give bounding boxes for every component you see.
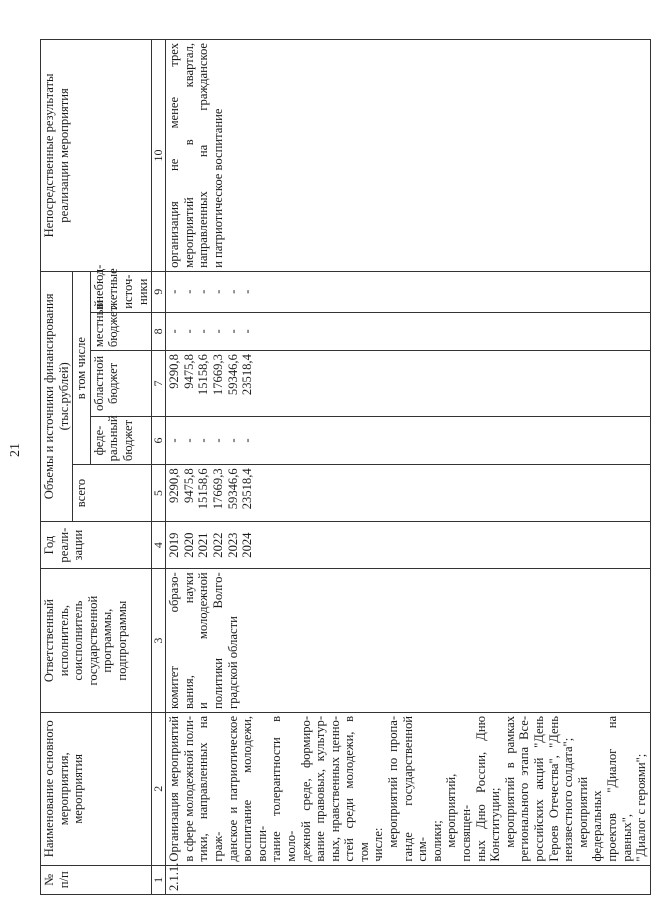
year-value: 2024: [240, 532, 255, 558]
name-line: тики, направленных на граж-: [196, 715, 225, 862]
executor-line: градской области: [225, 616, 240, 709]
name-line: мероприятий по пропа-: [386, 715, 401, 848]
col-number: 2: [152, 712, 166, 865]
result-line: мероприятий в квартал,: [181, 43, 196, 268]
header-executor: Ответственный исполнитель, соисполнитель государственной программы, подпрограммы: [41, 569, 152, 713]
name-line: проектов "Диалог на равных",: [604, 715, 634, 862]
regional-value: 9290,8: [167, 354, 182, 389]
activity-name: [166, 712, 651, 865]
local-value: -: [181, 329, 196, 334]
name-line: данское и патриотическое: [225, 715, 240, 862]
regional-value: 23518,4: [240, 354, 255, 396]
results: [166, 40, 651, 272]
federal-value: -: [225, 438, 240, 443]
executor-line: комитет образо-: [167, 572, 182, 709]
header-results: Непосредственные результаты реализации мероприятия: [41, 40, 152, 272]
total-value: 23518,4: [240, 468, 255, 510]
result-line: организация не менее трех: [167, 43, 182, 268]
col-number: 7: [152, 351, 166, 417]
regional-value: 15158,6: [196, 354, 211, 396]
year-value: 2022: [210, 532, 225, 558]
local-value: -: [225, 329, 240, 334]
extra-value: -: [210, 289, 225, 294]
executor-line: политики Волго-: [210, 572, 225, 709]
extra-value: -: [240, 289, 255, 294]
header-financing: Объемы и источники финансирования (тыс.рублей): [41, 271, 73, 521]
executor-line: и молодежной: [196, 572, 211, 709]
name-line: волики;: [429, 820, 444, 862]
name-line: мероприятий федеральных: [575, 776, 605, 862]
table-row: [166, 40, 651, 895]
total-value: 9290,8: [167, 468, 182, 503]
federal-value: -: [240, 438, 255, 443]
year-value: 2021: [196, 532, 211, 558]
result-line: и патриотическое воспитание: [210, 108, 225, 268]
total-value: 17669,3: [210, 468, 225, 510]
col-number: 10: [152, 40, 166, 272]
name-line: воспитание молодежи, воспи-: [240, 715, 269, 862]
row-number: 2.1.1.: [166, 865, 651, 894]
name-line: "Диалог с героями";: [634, 753, 649, 862]
name-line: ных, нравственных ценно-: [327, 715, 342, 862]
local-value: -: [196, 329, 211, 334]
column-numbers-row: [152, 40, 166, 895]
year-value: 2019: [167, 532, 182, 558]
page-number: 21: [8, 443, 23, 457]
executor-line: вания, науки: [181, 572, 196, 709]
col-number: 3: [152, 569, 166, 713]
program-table: [40, 39, 651, 895]
federal-value: -: [181, 438, 196, 443]
result-line: направленных на гражданское: [196, 43, 211, 268]
name-line: в сфере молодежной поли-: [181, 715, 196, 862]
col-number: 4: [152, 521, 166, 568]
name-line: Конституции;: [488, 787, 503, 862]
extra-value: -: [196, 289, 211, 294]
regional-value: 17669,3: [210, 354, 225, 396]
header-row-1: [41, 40, 73, 895]
name-line: числе:: [371, 827, 386, 862]
name-line: мероприятий в рамках: [502, 715, 517, 848]
extra-value: -: [181, 289, 196, 294]
header-total: всего: [73, 465, 152, 522]
executor: [166, 569, 651, 713]
name-line: ганде государственной сим-: [400, 715, 430, 862]
regional-value: 9475,8: [181, 354, 196, 389]
federal-value: -: [196, 438, 211, 443]
local-value: -: [210, 329, 225, 334]
header-year: Год реали-зации: [41, 521, 152, 568]
total-value: 9475,8: [181, 468, 196, 503]
name-line: Организация мероприятий: [167, 715, 182, 862]
local-value: -: [240, 329, 255, 334]
header-name: Наименование основного мероприятия, мероприятия: [41, 712, 152, 865]
regional-amounts: [166, 351, 651, 417]
years: [166, 521, 651, 568]
name-line: стей среди молодежи, в том: [342, 715, 371, 862]
name-line: российских акций "День: [532, 715, 546, 862]
regional-value: 59346,6: [225, 354, 240, 396]
total-value: 59346,6: [225, 468, 240, 510]
name-line: неизвестного солдата";: [561, 737, 576, 862]
local-value: -: [167, 329, 182, 334]
name-line: дежной среде, формиро-: [298, 715, 313, 862]
name-line: регионального этапа Все-: [517, 715, 532, 862]
header-federal: феде-ральный бюджет: [90, 416, 151, 465]
extra-value: -: [225, 289, 240, 294]
year-value: 2020: [181, 532, 196, 558]
extra-amounts: [166, 271, 651, 312]
year-value: 2023: [225, 532, 240, 558]
total-amounts: [166, 465, 651, 522]
header-regional: областной бюджет: [90, 351, 151, 417]
col-number: 1: [152, 865, 166, 894]
name-line: вание правовых, культур-: [313, 715, 328, 862]
header-extra: внебюд-жетные источ-ники: [90, 271, 151, 312]
col-number: 9: [152, 271, 166, 312]
total-value: 15158,6: [196, 468, 211, 510]
federal-value: -: [210, 438, 225, 443]
name-line: мероприятий, посвящен-: [444, 773, 474, 862]
name-line: Героев Отечества", "День: [546, 715, 561, 862]
header-local: местный бюджет: [90, 312, 151, 350]
name-line: ных Дню России, Дню: [473, 715, 488, 862]
header-number: № п/п: [41, 865, 152, 894]
name-line: тание толерантности в моло-: [269, 715, 298, 862]
col-number: 5: [152, 465, 166, 522]
extra-value: -: [167, 289, 182, 294]
federal-value: -: [167, 438, 182, 443]
col-number: 6: [152, 416, 166, 465]
federal-amounts: [166, 416, 651, 465]
local-amounts: [166, 312, 651, 350]
col-number: 8: [152, 312, 166, 350]
header-including: в том числе: [73, 271, 91, 464]
